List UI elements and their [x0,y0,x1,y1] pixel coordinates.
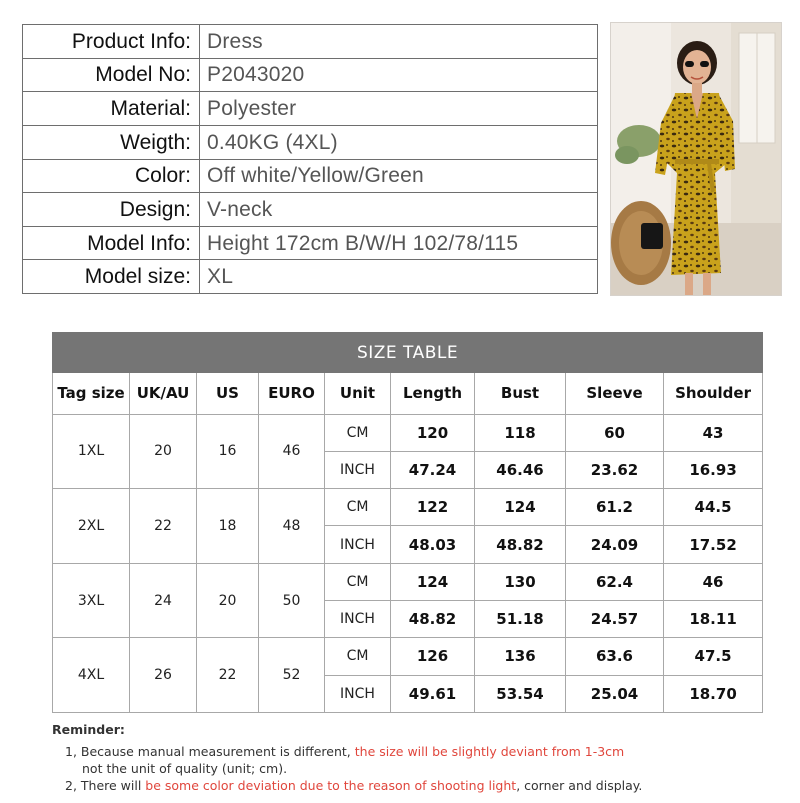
length-cell: 48.82 [391,601,475,638]
info-label: Product Info: [23,25,200,59]
reminder-text: 1, Because manual measurement is different, [65,744,355,759]
us-cell: 20 [197,563,259,638]
tag-size-cell: 1XL [53,414,130,489]
euro-cell: 46 [259,414,325,489]
unit-cell: CM [325,563,391,600]
column-header: Unit [325,373,391,414]
size-table-title: SIZE TABLE [53,333,763,373]
length-cell: 49.61 [391,675,475,712]
bust-cell: 51.18 [475,601,566,638]
table-row [53,563,763,600]
bust-cell: 48.82 [475,526,566,563]
unit-cell: INCH [325,601,391,638]
info-label: Material: [23,92,200,126]
info-label: Model No: [23,58,200,92]
info-row-product [23,25,598,59]
euro-cell: 48 [259,489,325,564]
bust-cell: 53.54 [475,675,566,712]
uk-au-cell: 22 [130,489,197,564]
us-cell: 22 [197,638,259,713]
sleeve-cell: 61.2 [566,489,664,526]
sleeve-cell: 62.4 [566,563,664,600]
shoulder-cell: 47.5 [664,638,763,675]
euro-cell: 50 [259,563,325,638]
info-row-model-no [23,58,598,92]
table-row [53,638,763,675]
info-label: Color: [23,159,200,193]
model-photo [610,22,782,296]
sleeve-cell: 25.04 [566,675,664,712]
length-cell: 47.24 [391,451,475,488]
shoulder-cell: 18.70 [664,675,763,712]
shoulder-cell: 16.93 [664,451,763,488]
info-label: Model size: [23,260,200,294]
info-row-material [23,92,598,126]
size-table [52,332,763,713]
reminder-highlight: be some color deviation due to the reason of shooting light [145,778,517,793]
bust-cell: 130 [475,563,566,600]
length-cell: 120 [391,414,475,451]
info-value: Polyester [200,92,598,126]
info-row-design [23,193,598,227]
column-header: Bust [475,373,566,414]
info-row-weight [23,125,598,159]
sleeve-cell: 24.57 [566,601,664,638]
length-cell: 126 [391,638,475,675]
info-label: Model Info: [23,226,200,260]
info-row-color [23,159,598,193]
shoulder-cell: 17.52 [664,526,763,563]
info-value: Off white/Yellow/Green [200,159,598,193]
sleeve-cell: 23.62 [566,451,664,488]
bust-cell: 136 [475,638,566,675]
shoulder-cell: 44.5 [664,489,763,526]
unit-cell: CM [325,489,391,526]
info-value: 0.40KG (4XL) [200,125,598,159]
info-value: V-neck [200,193,598,227]
column-header: Tag size [53,373,130,414]
info-row-model-size [23,260,598,294]
us-cell: 16 [197,414,259,489]
info-row-model-info [23,226,598,260]
shoulder-cell: 43 [664,414,763,451]
uk-au-cell: 26 [130,638,197,713]
unit-cell: CM [325,638,391,675]
reminder-line-1-cont: not the unit of quality (unit; cm). [82,761,288,776]
reminder-line-1 [52,743,792,760]
sleeve-cell: 60 [566,414,664,451]
table-row [53,489,763,526]
unit-cell: INCH [325,526,391,563]
unit-cell: INCH [325,451,391,488]
product-info-table [22,24,598,294]
info-value: P2043020 [200,58,598,92]
bust-cell: 46.46 [475,451,566,488]
reminder-text: 2, There will [65,778,146,793]
column-header: Sleeve [566,373,664,414]
bust-cell: 118 [475,414,566,451]
info-label: Design: [23,193,200,227]
reminder-line-2 [52,777,792,794]
tag-size-cell: 2XL [53,489,130,564]
length-cell: 124 [391,563,475,600]
info-value: XL [200,260,598,294]
shoulder-cell: 18.11 [664,601,763,638]
tag-size-cell: 3XL [53,563,130,638]
uk-au-cell: 20 [130,414,197,489]
info-value: Dress [200,25,598,59]
sleeve-cell: 24.09 [566,526,664,563]
shoulder-cell: 46 [664,563,763,600]
column-header: US [197,373,259,414]
info-label: Weigth: [23,125,200,159]
column-header: UK/AU [130,373,197,414]
column-header: EURO [259,373,325,414]
length-cell: 122 [391,489,475,526]
euro-cell: 52 [259,638,325,713]
column-header: Shoulder [664,373,763,414]
reminder-text: , corner and display. [516,778,643,793]
unit-cell: CM [325,414,391,451]
info-value: Height 172cm B/W/H 102/78/115 [200,226,598,260]
reminder-block [52,722,792,794]
column-header: Length [391,373,475,414]
model-photo-illustration [611,23,781,295]
us-cell: 18 [197,489,259,564]
unit-cell: INCH [325,675,391,712]
length-cell: 48.03 [391,526,475,563]
reminder-highlight: the size will be slightly deviant from 1-3cm [354,744,625,759]
size-table-header [53,373,763,414]
bust-cell: 124 [475,489,566,526]
tag-size-cell: 4XL [53,638,130,713]
uk-au-cell: 24 [130,563,197,638]
table-row [53,414,763,451]
sleeve-cell: 63.6 [566,638,664,675]
reminder-heading: Reminder: [52,722,125,737]
